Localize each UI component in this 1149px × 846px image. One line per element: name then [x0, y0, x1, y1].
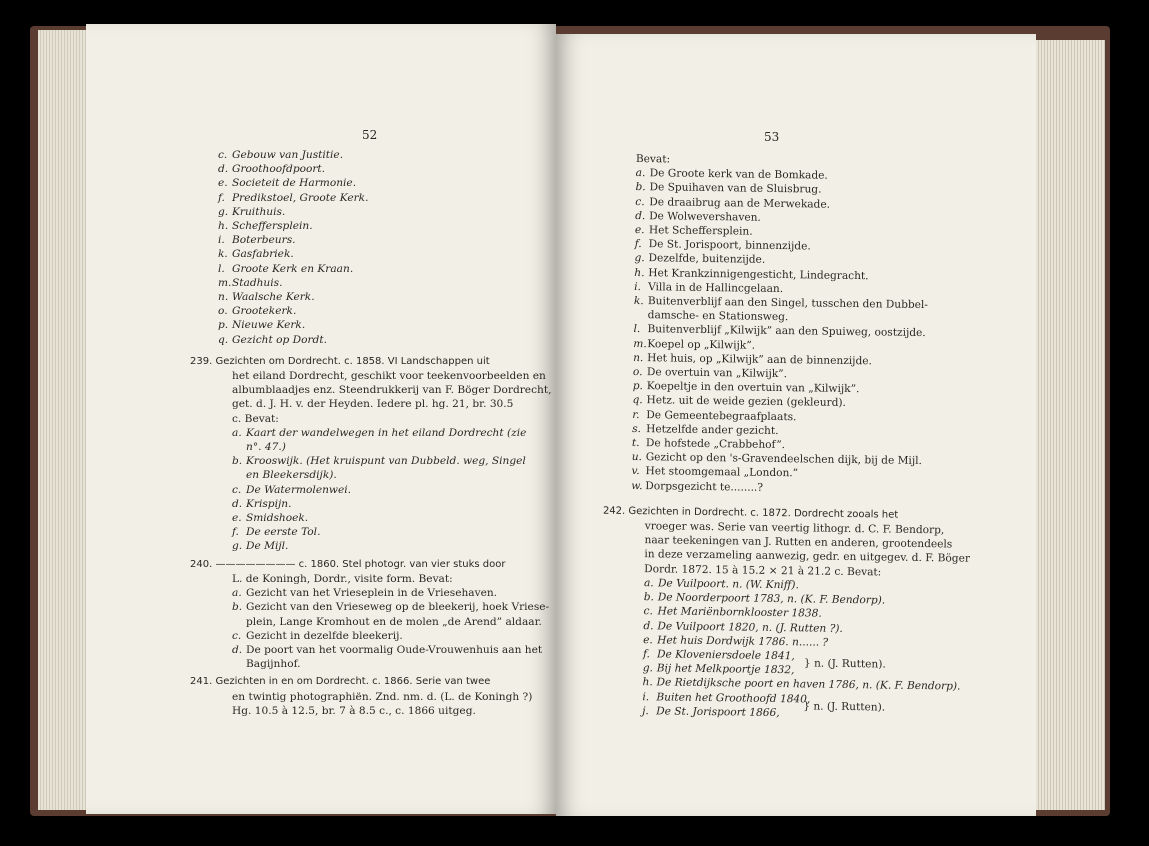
item-text: De Mijl.	[246, 540, 289, 553]
entry-text: ———————— c. 1860. Stel photogr. van vier stuks door	[215, 558, 506, 570]
item-label: d.	[635, 209, 646, 222]
item-text: Het Mariënbornklooster 1838.	[657, 605, 822, 620]
entry-number: 240.	[190, 558, 216, 570]
item-label: f.	[634, 238, 642, 251]
item-label: i.	[218, 234, 225, 247]
item-label: i.	[642, 690, 650, 703]
item-text: Societeit de Harmonie.	[232, 177, 357, 190]
brace-note: } n. (J. Rutten).	[803, 657, 886, 671]
list-item	[218, 233, 528, 247]
item-label: p.	[218, 319, 229, 332]
list-item	[218, 219, 528, 233]
list-item	[218, 483, 528, 497]
item-text: Scheffersplein.	[232, 220, 313, 233]
item-text: damsche- en Stationsweg.	[647, 309, 789, 324]
item-label: m.	[218, 276, 232, 289]
item-text: Hetzelfde ander gezicht.	[646, 423, 779, 437]
entry-text: Dordr. 1872. 15 à 15.2 × 21 à 21.2 c. Bevat:	[644, 562, 882, 579]
item-text: Nieuwe Kerk.	[232, 319, 306, 332]
item-label: b.	[232, 601, 243, 614]
entry-line	[218, 383, 552, 397]
item-text: Het Scheffersplein.	[648, 224, 753, 238]
item-label: g.	[232, 540, 243, 553]
list-item	[218, 148, 528, 162]
item-label: d.	[643, 619, 654, 632]
page-edges-left	[38, 30, 88, 810]
entry-text: Gezichten in en om Dordrecht. c. 1866. Serie van twee	[215, 676, 491, 688]
list-item	[218, 276, 528, 290]
item-text: Boterbeurs.	[232, 234, 296, 247]
item-label: f.	[642, 648, 650, 661]
item-label: o.	[632, 366, 643, 379]
item-text: Buitenverblijf aan den Singel, tusschen den Dubbel-	[647, 295, 929, 312]
item-label: a.	[643, 577, 654, 590]
left-page	[86, 24, 556, 814]
item-text: De Noorderpoort 1783, n. (K. F. Bendorp).	[657, 591, 886, 607]
item-label: w.	[631, 479, 643, 492]
item-text: Villa in de Hallincgelaan.	[648, 281, 784, 295]
right-page	[556, 34, 1036, 816]
list-b	[631, 166, 1026, 498]
item-label: o.	[218, 305, 228, 318]
item-text: De Kloveniersdoele 1841,	[656, 648, 795, 663]
list-item	[218, 615, 542, 629]
entry-text: en twintig photographiën. Znd. nm. d. (L. de Koningh ?)	[232, 690, 533, 703]
item-label: e.	[218, 177, 228, 190]
item-text: De Wolwevershaven.	[649, 210, 761, 224]
item-text: Stadhuis.	[232, 276, 283, 289]
entry-number: 242.	[602, 505, 629, 517]
entry-text: Gezichten in Dordrecht. c. 1872. Dordrecht zooals het	[628, 505, 899, 521]
page-edges-right	[1030, 40, 1105, 810]
entry-line	[218, 704, 528, 718]
item-label: b.	[643, 591, 655, 604]
item-label: n.	[633, 351, 644, 364]
item-text: Gezicht in dezelfde bleekerij.	[246, 629, 403, 642]
item-label: s.	[632, 422, 642, 435]
entry-line	[218, 572, 528, 586]
item-text: Koepeltje in den overtuin van „Kilwijk”.	[646, 380, 860, 396]
item-text: Kruithuis.	[232, 205, 286, 218]
item-text: en Bleekersdijk).	[246, 469, 337, 482]
item-label: g.	[634, 252, 645, 265]
entry-line	[218, 412, 528, 426]
item-text: Het huis, op „Kilwijk” aan de binnenzijde.	[647, 352, 872, 368]
item-text: Gasfabriek.	[232, 248, 294, 261]
item-label: f.	[232, 526, 239, 539]
item-text: Dorpsgezicht te........?	[645, 479, 764, 494]
item-text: Gezicht op den 's-Gravendeelschen dijk, bij de Mijl.	[645, 451, 922, 468]
entry-240	[190, 558, 550, 672]
list-item	[218, 586, 528, 600]
item-label: l.	[218, 262, 225, 275]
item-label: v.	[631, 465, 640, 478]
item-text: Groothoofdpoort.	[232, 163, 326, 176]
item-text: Waalsche Kerk.	[232, 291, 315, 304]
item-label: t.	[631, 437, 640, 450]
list-item	[218, 454, 528, 468]
list-item	[218, 191, 528, 205]
item-label: d.	[232, 497, 243, 510]
item-text: Koepel op „Kilwijk”.	[647, 337, 756, 352]
item-text: Gezicht van den Vrieseweg op de bleekerij, hoek Vriese-	[246, 601, 550, 614]
item-label: b.	[635, 181, 646, 194]
item-label: d.	[232, 643, 243, 656]
entry-line	[218, 369, 546, 383]
item-text: plein, Lange Kromhout en de molen „de Arend” aldaar.	[246, 615, 542, 628]
item-text: Buitenverblijf „Kilwijk” aan den Spuiweg, oostzijde.	[647, 323, 926, 340]
item-text: De hofstede „Crabbehof”.	[645, 437, 786, 452]
list-item	[218, 511, 528, 525]
item-label: j.	[642, 704, 649, 717]
list-item	[218, 176, 528, 190]
entry-239	[190, 355, 552, 554]
item-text: Smidshoek.	[246, 512, 309, 525]
item-text: De Gemeentebegraafplaats.	[646, 408, 797, 423]
list-item	[218, 440, 528, 454]
item-label: c.	[232, 629, 242, 642]
item-text: De Vuilpoort 1820, n. (J. Rutten ?).	[657, 619, 843, 635]
entry-text: albumblaadjes enz. Steendrukkerij van F. Böger Dordrecht,	[232, 384, 552, 397]
entry-text: c. Bevat:	[232, 412, 279, 425]
list-item	[218, 525, 528, 539]
list-item	[218, 290, 528, 304]
item-text: Krooswijk. (Het kruispunt van Dubbeld. weg, Singel	[246, 455, 526, 468]
entry-line	[218, 690, 533, 704]
item-text: De Spuihaven van de Sluisbrug.	[649, 181, 822, 196]
item-text: Dezelfde, buitenzijde.	[648, 252, 766, 267]
list-item	[218, 426, 528, 440]
item-label: i.	[634, 280, 641, 293]
item-text: De Rietdijksche poort en haven 1786, n. (K. F. Bendorp).	[656, 676, 961, 693]
list-item	[218, 318, 528, 332]
item-text: Hetz. uit de weide gezien (gekleurd).	[646, 394, 846, 410]
item-text: De St. Jorispoort 1866,	[656, 705, 780, 719]
entry-heading	[190, 355, 528, 369]
entry-number: 241.	[190, 676, 216, 688]
item-label: p.	[632, 380, 643, 393]
brace-note: } n. (J. Rutten).	[803, 699, 886, 714]
entry-241	[190, 675, 533, 718]
entry-text: L. de Koningh, Dordr., visite form. Bevat:	[232, 572, 453, 585]
entry-text: in deze verzameling aanwezig, gedr. en uitgegev. d. F. Böger	[644, 548, 971, 566]
item-label: n.	[218, 291, 229, 304]
item-text: De draaibrug aan de Merwekade.	[649, 195, 831, 211]
item-label: u.	[631, 451, 643, 464]
entry-242	[602, 505, 1021, 723]
item-text: De poort van het voormalig Oude-Vrouwenhuis aan het	[246, 643, 543, 656]
item-label: e.	[232, 512, 242, 525]
item-label: a.	[635, 167, 646, 180]
item-text: De eerste Tol.	[246, 526, 321, 539]
item-label: c.	[643, 605, 653, 618]
item-label: c.	[635, 195, 645, 208]
list-item	[218, 539, 528, 553]
item-label: h.	[634, 266, 645, 279]
list-item	[218, 600, 550, 614]
item-label: m.	[633, 337, 647, 350]
list-item	[218, 643, 543, 657]
item-label: b.	[232, 455, 243, 468]
entry-line	[218, 397, 528, 411]
entry-text: Hg. 10.5 à 12.5, br. 7 à 8.5 c., c. 1866 uitgeg.	[232, 704, 476, 717]
item-text: De overtuin van „Kilwijk”.	[646, 366, 788, 381]
item-label: g.	[642, 662, 654, 675]
item-label: q.	[632, 394, 643, 407]
entry-heading	[190, 675, 528, 689]
list-item	[218, 657, 528, 671]
list-item	[218, 304, 528, 318]
list-item	[218, 262, 528, 276]
list-item	[218, 468, 528, 482]
item-text: De Watermolenwei.	[246, 483, 352, 496]
item-text: Gezicht op Dordt.	[232, 333, 327, 346]
entry-text: naar teekeningen van J. Rutten en anderen, grootendeels	[644, 534, 953, 551]
item-label: c.	[232, 483, 242, 496]
item-text: Bij het Melkpoortje 1832,	[656, 662, 795, 677]
item-text: De St. Jorispoort, binnenzijde.	[648, 238, 811, 253]
item-text: Groote Kerk en Kraan.	[232, 262, 354, 275]
item-label: k.	[633, 295, 644, 308]
item-label: h.	[218, 220, 229, 233]
item-label: h.	[642, 676, 653, 689]
entry-text: Gezichten om Dordrecht. c. 1858. VI Landschappen uit	[215, 355, 490, 367]
item-text: Het stoomgemaal „London.”	[645, 465, 799, 480]
item-label: f.	[218, 191, 225, 204]
entry-text: get. d. J. H. v. der Heyden. Iedere pl. hg. 21, br. 30.5	[232, 398, 514, 411]
entry-text: vroeger was. Serie van veertig lithogr. d. C. F. Bendorp,	[644, 520, 945, 537]
item-label: k.	[218, 248, 228, 261]
item-text: Kaart der wandelwegen in het eiland Dordrecht (zie	[246, 426, 527, 439]
item-text: De Groote kerk van de Bomkade.	[649, 167, 828, 182]
page-number: 53	[764, 130, 780, 144]
item-text: Het Krankzinnigengesticht, Lindegracht.	[648, 266, 869, 282]
item-label: l.	[633, 323, 641, 336]
item-label: a.	[232, 587, 242, 600]
list-a	[218, 148, 528, 347]
item-label: d.	[218, 163, 229, 176]
item-text: Predikstoel, Groote Kerk.	[232, 191, 369, 204]
item-label: q.	[218, 333, 229, 346]
list-item	[218, 162, 528, 176]
item-text: Grootekerk.	[232, 305, 297, 318]
item-text: Gezicht van het Vrieseplein in de Vriesehaven.	[246, 587, 498, 600]
item-text: De Vuilpoort. n. (W. Kniff).	[657, 577, 799, 592]
item-text: Gebouw van Justitie.	[232, 149, 344, 161]
item-label: g.	[218, 205, 229, 218]
item-label: e.	[643, 633, 653, 646]
item-label: e.	[634, 224, 645, 237]
item-text: Bagijnhof.	[246, 658, 301, 671]
list-item	[218, 629, 528, 643]
entry-text: het eiland Dordrecht, geschikt voor teekenvoorbeelden en	[232, 370, 546, 383]
entry-number: 239.	[190, 355, 216, 367]
item-text: Krispijn.	[246, 497, 292, 510]
list-item	[218, 333, 528, 347]
item-label: r.	[632, 408, 640, 421]
item-text: Het huis Dordwijk 1786. n...... ?	[657, 634, 829, 649]
item-label: c.	[218, 149, 228, 161]
bevat-label: Bevat:	[635, 152, 671, 166]
item-label: a.	[232, 426, 242, 439]
item-text: Buiten het Groothoofd 1840,	[656, 690, 811, 706]
entry-heading	[190, 558, 528, 572]
list-item	[218, 205, 528, 219]
page-number: 52	[362, 128, 378, 142]
right-page-text	[602, 152, 1026, 723]
item-text: n°. 47.)	[246, 441, 286, 454]
list-item	[218, 247, 528, 261]
list-item	[218, 497, 528, 511]
left-page-text	[190, 148, 552, 718]
